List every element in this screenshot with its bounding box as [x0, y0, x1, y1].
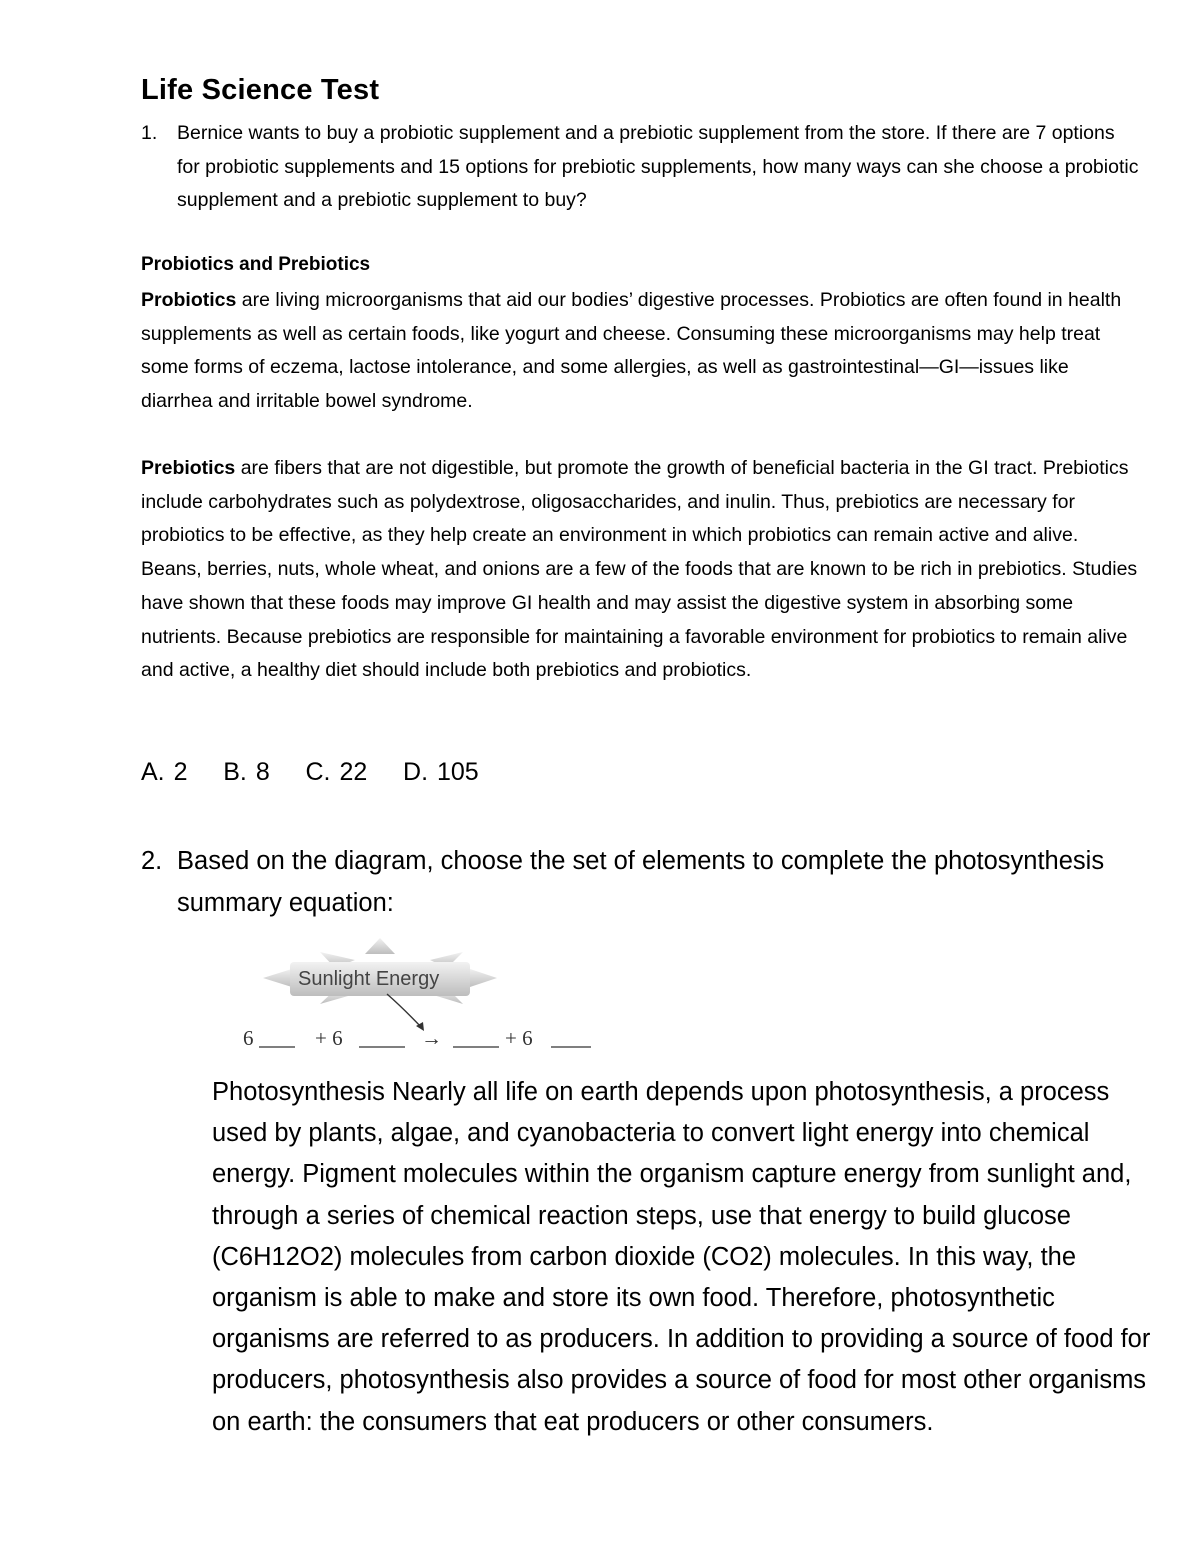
- reaction-arrow: →: [421, 1026, 442, 1050]
- coefficient-1: 6: [243, 1026, 254, 1050]
- probiotics-term: Probiotics: [141, 289, 237, 311]
- answer-choices: A. 2 B. 8 C. 22 D. 105: [141, 758, 479, 786]
- page-title: Life Science Test: [141, 74, 380, 106]
- coefficient-3: + 6: [505, 1026, 533, 1050]
- question-1-number: 1.: [141, 122, 158, 144]
- question-2-text: Based on the diagram, choose the set of elements to complete the photosynthesis summary equation:: [177, 847, 1105, 917]
- probiotics-paragraph: [141, 284, 1141, 419]
- photosynthesis-diagram: [235, 930, 615, 1060]
- coefficient-2: + 6: [315, 1026, 343, 1050]
- probiotics-text: are living microorganisms that aid our bodies’ digestive processes. Probiotics are often found in health supplements as well as certain foods, like yogurt and cheese. Consuming these microorganisms may help treat some forms of eczema, lactose intolerance, and some allergies, as well as gastrointestinal—GI—issues like diarrhea and irritable bowel syndrome.: [141, 289, 1122, 413]
- question-2-number: 2.: [141, 847, 163, 875]
- prebiotics-text: are fibers that are not digestible, but promote the growth of beneficial bacteria in the GI tract. Prebiotics include carbohydrates such as polydextrose, oligosaccharides, and inulin. Thus, prebiotics are necessary for probiotics to be effective, as they help create an environment in which probiotics can remain active and alive. Beans, berries, nuts, whole wheat, and onions are a few of the foods that are known to be rich in prebiotics. Studies have shown that these foods may improve GI health and may assist the digestive system in absorbing some nutrients. Because prebiotics are responsible for maintaining a favorable environment for probiotics to remain alive and active, a healthy diet should include both prebiotics and probiotics.: [141, 457, 1138, 682]
- passage-heading: Probiotics and Prebiotics: [141, 254, 371, 275]
- curved-arrow-icon: [387, 994, 422, 1028]
- prebiotics-paragraph: [141, 452, 1141, 688]
- photosynthesis-paragraph: Photosynthesis Nearly all life on earth depends upon photosynthesis, a process used by plants, algae, and cyanobacteria to convert light energy into chemical energy. Pigment molecules within the organism capture energy from sunlight and, through a series of chemical reaction steps, use that energy to build glucose (C6H12O2) molecules from carbon dioxide (CO2) molecules. In this way, the organism is able to make and store its own food. Therefore, photosynthetic organisms are referred to as producers. In addition to providing a source of food for producers, photosynthesis also provides a source of food for most other organisms on earth: the consumers that eat producers or other consumers.: [212, 1078, 1151, 1436]
- prebiotics-term: Prebiotics: [141, 457, 236, 479]
- question-2: [141, 840, 1141, 924]
- question-1-text: Bernice wants to buy a probiotic supplement and a prebiotic supplement from the store. If there are 7 options for probiotic supplements and 15 options for prebiotic supplements, how many ways can she choose a probiotic supplement and a prebiotic supplement to buy?: [177, 122, 1139, 211]
- diagram-label: Sunlight Energy: [298, 968, 440, 990]
- question-1: [141, 117, 1141, 218]
